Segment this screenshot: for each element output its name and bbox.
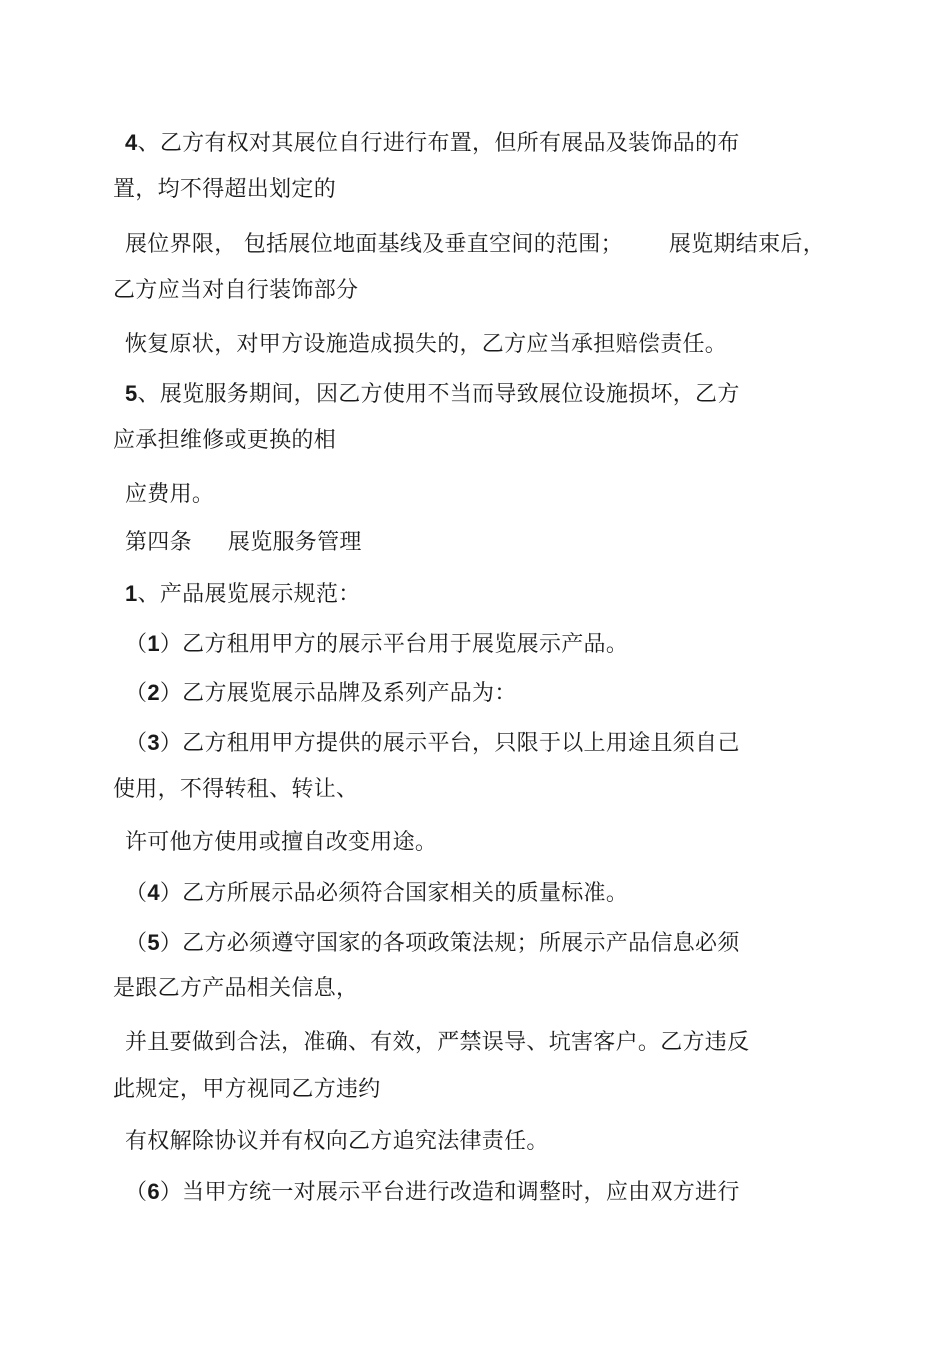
article-title: 展览服务管理 [227,530,362,555]
item-number: 5 [125,381,138,406]
item-number: 4 [125,130,138,155]
sub-item-3-line-1: （3）乙方租用甲方提供的展示平台，只限于以上用途且须自己 [125,730,740,756]
paragraph-text: 应承担维修或更换的相 [113,428,337,453]
sub-item-6-line-1: （6）当甲方统一对展示平台进行改造和调整时，应由双方进行 [125,1179,740,1205]
paragraph-text: 此规定，甲方视同乙方违约 [113,1077,381,1102]
paragraph-text: ）乙方租用甲方提供的展示平台，只限于以上用途且须自己 [159,731,740,756]
paragraph-text: 有权解除协议并有权向乙方追究法律责任。 [125,1129,549,1154]
sub-item-3-line-2 [113,776,358,804]
paragraph-text: 、展览服务期间，因乙方使用不当而导致展位设施损坏，乙方 [137,382,740,407]
paragraph-text: 许可他方使用或擅自改变用途。 [125,830,438,855]
article-4-heading [125,529,362,557]
clause-5-line-1 [125,380,740,409]
paragraph-text: 恢复原状，对甲方设施造成损失的，乙方应当承担赔偿责任。 [125,332,728,357]
clause-4-line-4 [113,277,358,305]
item-1-heading [125,580,361,609]
clause-5-line-3 [125,481,214,509]
paragraph-text: 是跟乙方产品相关信息， [113,976,359,1001]
paragraph-text: 置，均不得超出划定的 [113,177,337,202]
sub-item-2: （2）乙方展览展示品牌及系列产品为： [125,680,517,706]
item-number: 1 [125,581,138,606]
paragraph-text: 乙方应当对自行装饰部分 [113,278,359,303]
clause-4-line-1 [125,129,740,158]
paragraph-text: 展览期结束后， [668,232,826,257]
paragraph-text: ）乙方必须遵守国家的各项政策法规；所展示产品信息必须 [159,931,740,956]
paragraph-text: 、乙方有权对其展位自行进行布置，但所有展品及装饰品的布 [137,131,740,156]
sub-item-5-line-3 [125,1029,749,1057]
clause-5-line-2 [113,427,336,455]
item-number: 1 [147,631,160,656]
sub-item-5-line-5 [125,1128,549,1156]
paragraph-text: 、产品展览展示规范： [137,582,361,607]
article-number: 第四条 [125,530,192,555]
clause-4-line-2 [113,176,336,204]
clause-4-line-3 [125,231,825,259]
sub-item-5-line-1: （5）乙方必须遵守国家的各项政策法规；所展示产品信息必须 [125,930,740,956]
paragraph-text: ）乙方所展示品必须符合国家相关的质量标准。 [159,881,629,906]
item-number: 3 [147,730,160,755]
sub-item-1: （1）乙方租用甲方的展示平台用于展览展示产品。 [125,631,629,657]
item-number: 5 [147,930,160,955]
clause-4-line-5 [125,331,727,359]
paragraph-text: ）乙方展览展示品牌及系列产品为： [159,681,517,706]
paragraph-text: 并且要做到合法，准确、有效，严禁误导、坑害客户。乙方违反 [125,1030,750,1055]
item-number: 4 [147,880,160,905]
paragraph-text: 应费用。 [125,482,215,507]
item-number: 6 [147,1179,160,1204]
sub-item-5-line-2 [113,975,358,1003]
sub-item-3-line-3 [125,829,437,857]
paragraph-text: ）乙方租用甲方的展示平台用于展览展示产品。 [159,632,629,657]
paragraph-text: 使用，不得转租、转让、 [113,777,359,802]
sub-item-5-line-4 [113,1076,381,1104]
sub-item-4: （4）乙方所展示品必须符合国家相关的质量标准。 [125,880,629,906]
paragraph-text: 展位界限， 包括展位地面基线及垂直空间的范围； [125,232,623,257]
item-number: 2 [147,680,160,705]
paragraph-text: ）当甲方统一对展示平台进行改造和调整时，应由双方进行 [159,1180,740,1205]
